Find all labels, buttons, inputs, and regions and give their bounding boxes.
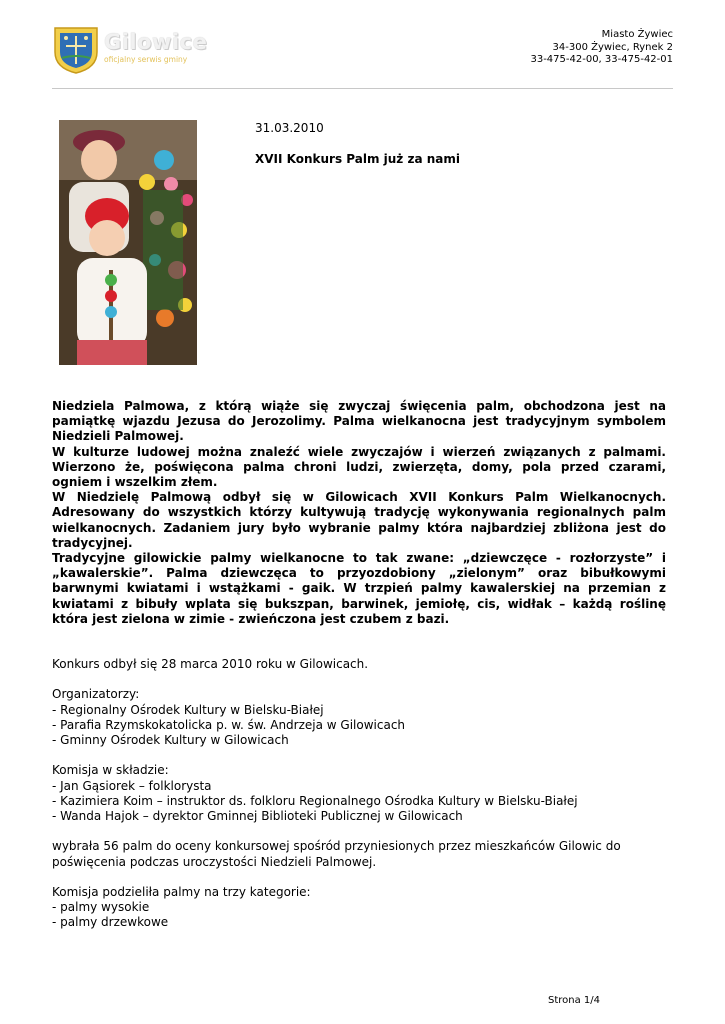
article-lead — [52, 399, 666, 627]
contact-city: Miasto Żywiec — [601, 29, 673, 40]
logo-wordmark: Gilowice — [104, 30, 208, 54]
lead-paragraph: W Niedzielę Palmową odbył się w Gilowicach XVII Konkurs Palm Wielkanocnych. Adresowany do wszystkich którzy kultywują tradycję wykonywania regionalnych palm wielkanocnych. Zadaniem jury było wybranie palmy która najbardziej zbliżona jest do tradycyjnej. — [52, 490, 666, 550]
header-divider — [52, 88, 673, 89]
contact-phone: 33-475-42-00, 33-475-42-01 — [530, 54, 673, 65]
article-photo — [59, 120, 197, 365]
lead-paragraph: W kulturze ludowej można znaleźć wiele zwyczajów i wierzeń związanych z palmami. Wierzono że, poświęcona palma chroni ludzi, zwierzęta, domy, pola przed czarami, ogniem i wszelkim złem. — [52, 444, 666, 490]
organizer-item: - Gminny Ośrodek Kultury w Gilowicach — [52, 733, 289, 747]
lead-paragraph: Niedziela Palmowa, z którą wiąże się zwyczaj święcenia palm, obchodzona jest na pamiątkę wjazdu Jezusa do Jerozolimy. Palma wielkanocna jest tradycyjnym symbolem Niedzieli Palmowej. — [52, 399, 666, 444]
categories-heading: Komisja podzieliła palmy na trzy kategorie: — [52, 884, 311, 899]
article-body — [52, 657, 666, 931]
organizers-heading: Organizatorzy: — [52, 687, 140, 702]
contact-address: 34-300 Żywiec, Rynek 2 — [552, 41, 673, 53]
article-date: 31.03.2010 — [255, 121, 324, 135]
contact-block — [530, 29, 673, 67]
coat-of-arms-icon — [52, 24, 100, 74]
selection-text: wybrała 56 palm do oceny konkursowej spośród przyniesionych przez mieszkańców Gilowic do poświęcenia podczas uroczystości Niedzieli Palmowej. — [52, 839, 621, 869]
category-item: - palmy wysokie — [52, 900, 150, 915]
committee-member: - Jan Gąsiorek – folklorysta — [52, 778, 212, 793]
page-number: Strona 1/4 — [547, 995, 600, 1006]
committee-member: - Wanda Hajok – dyrektor Gminnej Biblioteki Publicznej w Gilowicach — [52, 809, 463, 823]
article-title: XVII Konkurs Palm już za nami — [255, 152, 460, 166]
committee-member: - Kazimiera Koim – instruktor ds. folkloru Regionalnego Ośrodka Kultury w Bielsku-Białej — [52, 793, 578, 808]
category-item: - palmy drzewkowe — [52, 915, 169, 930]
committee-heading: Komisja w składzie: — [52, 763, 169, 778]
lead-paragraph: Tradycyjne gilowickie palmy wielkanocne to tak zwane: „dziewczęce - rozłorzyste” i „kawalerskie”. Palma dziewczęca to przyozdobiony „zielonym” oraz bibułkowymi barwnymi kwiatami i wstążkami - gaik. W trzpień palmy kawalerskiej na przemian z kwiatami z bibuły wplata się bukszpan, barwinek, jemiołę, cis, widłak – każdą roślinę która jest zielona w zimie - zwieńczona jest czubem z bazi. — [52, 551, 666, 626]
site-logo[interactable] — [52, 24, 208, 76]
event-line: Konkurs odbył się 28 marca 2010 roku w Gilowicach. — [52, 657, 369, 671]
logo-tagline: oficjalny serwis gminy — [104, 55, 188, 64]
organizer-item: - Parafia Rzymskokatolicka p. w. św. Andrzeja w Gilowicach — [52, 717, 406, 732]
organizer-item: - Regionalny Ośrodek Kultury w Bielsku-Białej — [52, 702, 324, 717]
